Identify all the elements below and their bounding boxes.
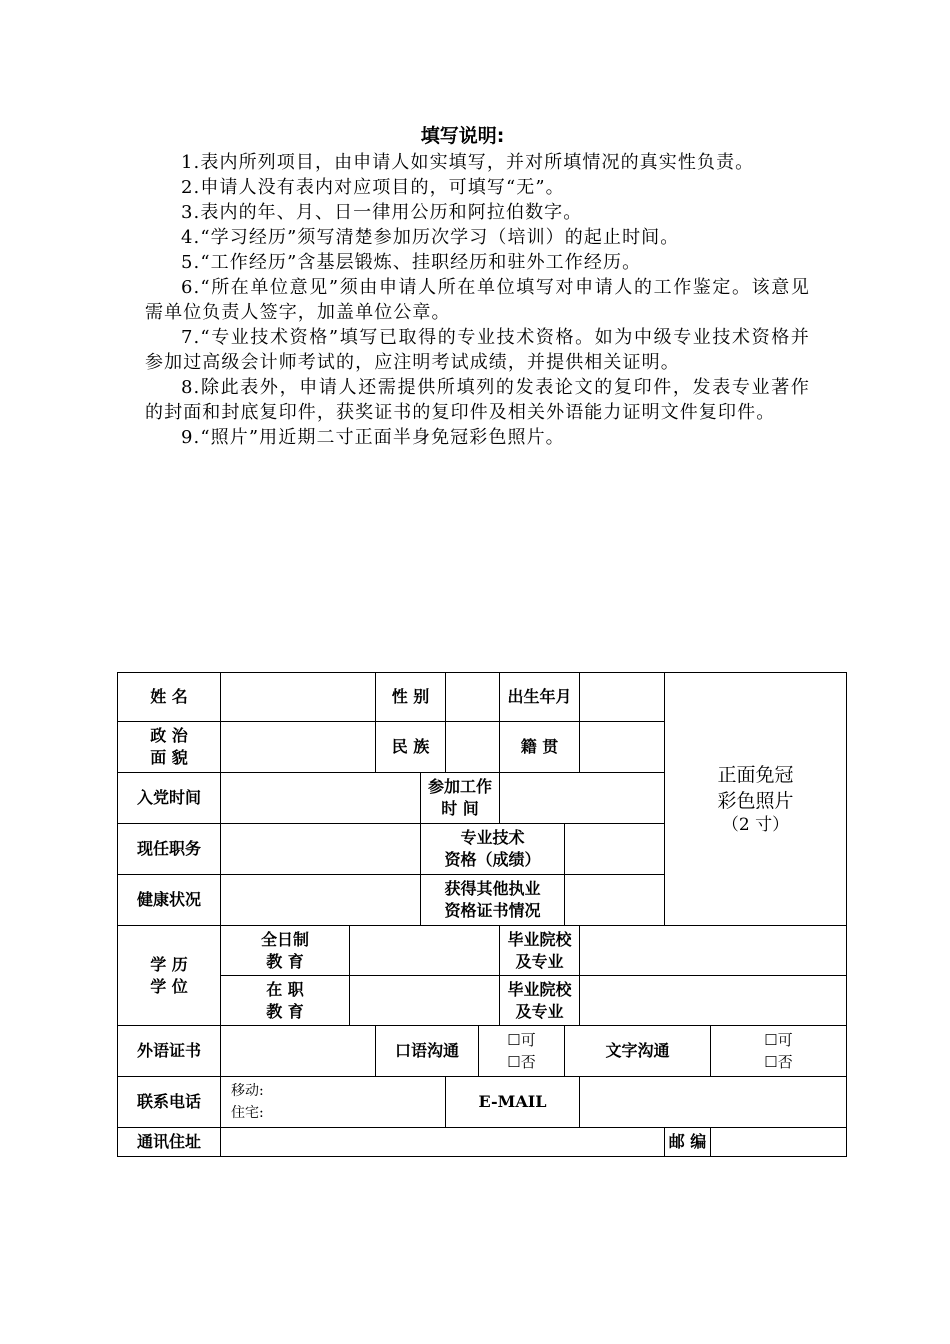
form-table bbox=[117, 672, 847, 1157]
label-political-1: 政 治 bbox=[150, 726, 188, 745]
work-start-field[interactable] bbox=[500, 773, 665, 824]
written-options bbox=[711, 1026, 847, 1077]
prof-qual-field[interactable] bbox=[565, 824, 665, 875]
instruction-item-4: 4.“学习经历”须写清楚参加历次学习（培训）的起止时间。 bbox=[181, 227, 680, 248]
instruction-item-1: 1.表内所列项目，由申请人如实填写，并对所填情况的真实性负责。 bbox=[181, 152, 755, 173]
parttime-school-field[interactable] bbox=[580, 976, 847, 1026]
label-native: 籍 贯 bbox=[500, 722, 580, 773]
label-gender: 性 别 bbox=[376, 673, 446, 722]
political-field[interactable] bbox=[221, 722, 376, 773]
instruction-item-7: 7.“专业技术资格”填写已取得的专业技术资格。如为中级专业技术资格并参加过高级会计师考试的，应注明考试成绩，并提供相关证明。 bbox=[145, 327, 810, 373]
label-email: E-MAIL bbox=[446, 1077, 580, 1128]
postcode-field[interactable] bbox=[711, 1128, 847, 1157]
native-field[interactable] bbox=[580, 722, 665, 773]
health-field[interactable] bbox=[221, 875, 421, 926]
instruction-item-3: 3.表内的年、月、日一律用公历和阿拉伯数字。 bbox=[181, 202, 583, 223]
label-parttime-1: 在 职 bbox=[266, 979, 304, 999]
label-lang-cert: 外语证书 bbox=[118, 1026, 221, 1077]
label-work-start-2: 时 间 bbox=[441, 799, 479, 818]
label-birth: 出生年月 bbox=[500, 673, 580, 722]
label-school-2 bbox=[500, 976, 580, 1026]
gender-field[interactable] bbox=[446, 673, 500, 722]
address-field[interactable] bbox=[221, 1128, 665, 1157]
mobile-label: 移动: bbox=[231, 1083, 264, 1099]
label-work-start bbox=[421, 773, 500, 824]
label-name: 姓 名 bbox=[118, 673, 221, 722]
label-education-1: 学 历 bbox=[150, 954, 188, 974]
label-party-date: 入党时间 bbox=[118, 773, 221, 824]
label-oral: 口语沟通 bbox=[376, 1026, 479, 1077]
position-field[interactable] bbox=[221, 824, 421, 875]
oral-no-checkbox[interactable]: ☐否 bbox=[507, 1053, 536, 1071]
label-other-qual-2: 资格证书情况 bbox=[444, 901, 541, 920]
label-written: 文字沟通 bbox=[565, 1026, 711, 1077]
parttime-field[interactable] bbox=[350, 976, 500, 1026]
photo-text-3: （2 寸） bbox=[721, 815, 790, 835]
label-other-qual-1: 获得其他执业 bbox=[444, 879, 541, 898]
application-form bbox=[117, 672, 846, 1156]
instruction-item-2: 2.申请人没有表内对应项目的，可填写“无”。 bbox=[181, 177, 565, 198]
written-yes-checkbox[interactable]: ☐可 bbox=[764, 1031, 793, 1049]
label-address: 通讯住址 bbox=[118, 1128, 221, 1157]
label-parttime bbox=[221, 976, 350, 1026]
label-phone: 联系电话 bbox=[118, 1077, 221, 1128]
label-other-qual bbox=[421, 875, 565, 926]
birth-field[interactable] bbox=[580, 673, 665, 722]
label-school-1b: 及专业 bbox=[515, 951, 564, 971]
photo-box[interactable] bbox=[665, 673, 847, 926]
label-postcode: 邮 编 bbox=[665, 1128, 711, 1157]
lang-cert-field[interactable] bbox=[221, 1026, 376, 1077]
label-fulltime bbox=[221, 926, 350, 976]
label-ethnicity: 民 族 bbox=[376, 722, 446, 773]
fulltime-school-field[interactable] bbox=[580, 926, 847, 976]
label-prof-qual bbox=[421, 824, 565, 875]
email-field[interactable] bbox=[580, 1077, 847, 1128]
label-fulltime-2: 教 育 bbox=[266, 951, 304, 971]
oral-options bbox=[479, 1026, 565, 1077]
label-school-1a: 毕业院校 bbox=[507, 929, 572, 949]
ethnicity-field[interactable] bbox=[446, 722, 500, 773]
other-qual-field[interactable] bbox=[565, 875, 665, 926]
label-work-start-1: 参加工作 bbox=[428, 777, 493, 796]
instruction-item-8: 8.除此表外，申请人还需提供所填列的发表论文的复印件，发表专业著作的封面和封底复印件，获奖证书的复印件及相关外语能力证明文件复印件。 bbox=[145, 377, 810, 423]
party-date-field[interactable] bbox=[221, 773, 421, 824]
photo-text-2: 彩色照片 bbox=[717, 790, 794, 812]
label-position: 现任职务 bbox=[118, 824, 221, 875]
instructions-title: 填写说明: bbox=[420, 125, 505, 147]
label-political bbox=[118, 722, 221, 773]
name-field[interactable] bbox=[221, 673, 376, 722]
label-prof-qual-1: 专业技术 bbox=[460, 828, 525, 847]
label-school-1 bbox=[500, 926, 580, 976]
fulltime-field[interactable] bbox=[350, 926, 500, 976]
instruction-item-9: 9.“照片”用近期二寸正面半身免冠彩色照片。 bbox=[181, 427, 565, 448]
label-political-2: 面 貌 bbox=[150, 748, 188, 767]
home-label: 住宅: bbox=[231, 1105, 264, 1121]
instruction-item-5: 5.“工作经历”含基层锻炼、挂职经历和驻外工作经历。 bbox=[181, 252, 642, 273]
photo-text-1: 正面免冠 bbox=[717, 764, 794, 786]
label-parttime-2: 教 育 bbox=[266, 1001, 304, 1021]
oral-yes-checkbox[interactable]: ☐可 bbox=[507, 1031, 536, 1049]
label-school-2a: 毕业院校 bbox=[507, 979, 572, 999]
phone-field[interactable] bbox=[221, 1077, 446, 1128]
label-prof-qual-2: 资格（成绩） bbox=[444, 850, 541, 869]
label-school-2b: 及专业 bbox=[515, 1001, 564, 1021]
label-fulltime-1: 全日制 bbox=[260, 929, 309, 949]
instructions-section bbox=[145, 122, 810, 450]
instruction-item-6: 6.“所在单位意见”须由申请人所在单位填写对申请人的工作鉴定。该意见需单位负责人签字，加盖单位公章。 bbox=[145, 277, 810, 323]
label-education-2: 学 位 bbox=[150, 976, 188, 996]
label-health: 健康状况 bbox=[118, 875, 221, 926]
label-education bbox=[118, 926, 221, 1026]
written-no-checkbox[interactable]: ☐否 bbox=[764, 1053, 793, 1071]
